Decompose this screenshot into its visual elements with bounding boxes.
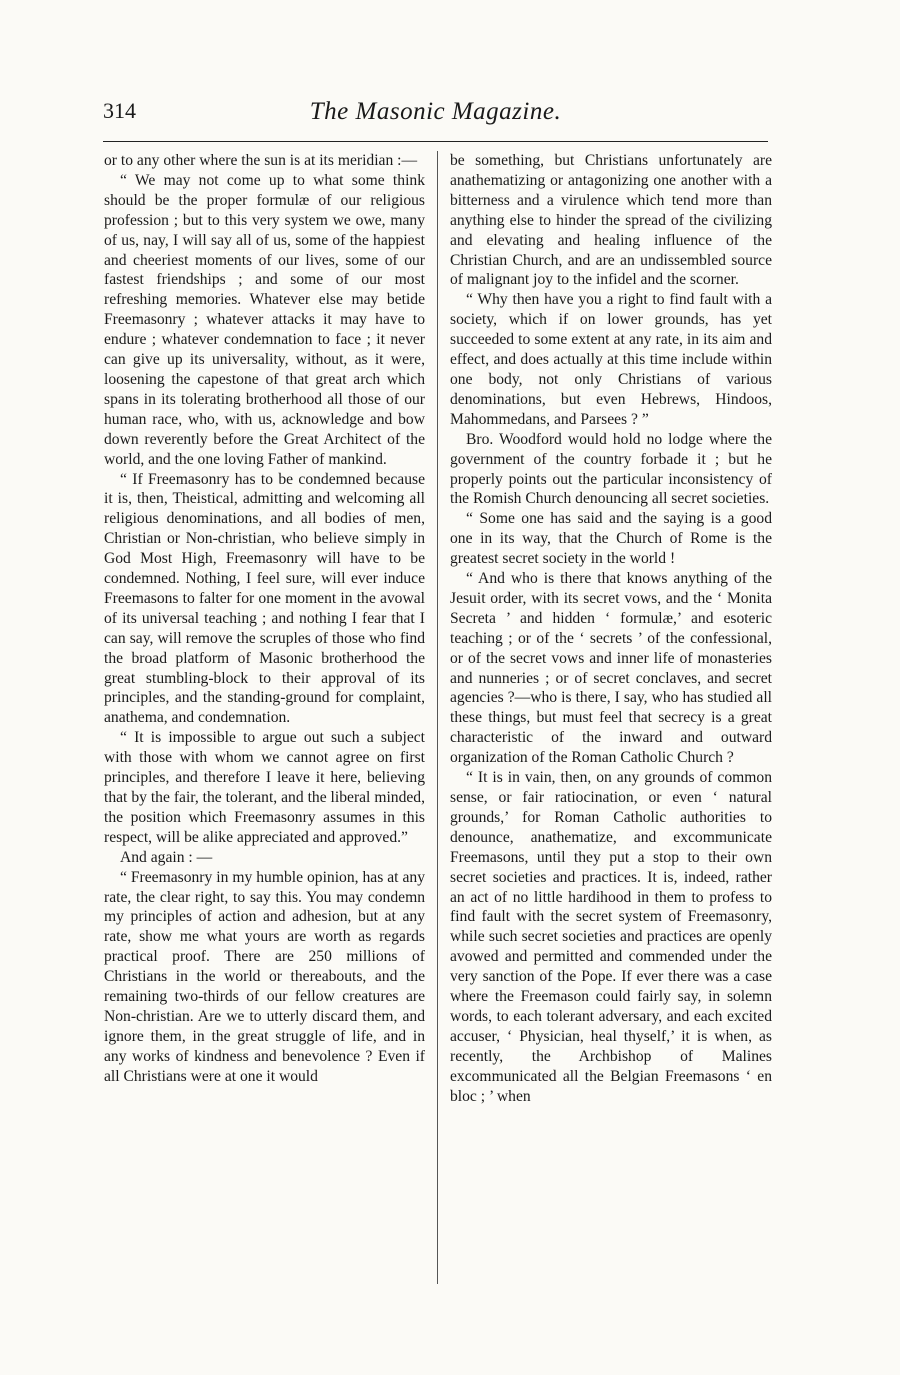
paragraph: “ It is impossible to argue out such a subject with those with whom we cannot agree on first principles, and therefore I leave it here, believing that by the fair, the tolerant, and the liberal minded, the position which Freemasonry assumes in this respect, will be alike appreciated and approved.”: [104, 729, 425, 846]
paragraph: “ And who is there that knows anything of the Jesuit order, with its secret vows, and the ‘ Monita Secreta ’ and hidden ‘ formulæ,’ and esoteric teaching ; or of the ‘ secrets ’ of the confessional, or of the secret vows and inner life of monasteries and nunneries ; or of secret conclaves, and secret agencies ?—who is there, I say, who has studied all these things, but must feel that secrecy is a great characteristic of the inward and outward organization of the Roman Catholic Church ?: [450, 570, 772, 767]
running-title: The Masonic Magazine.: [309, 98, 562, 125]
paragraph: Bro. Woodford would hold no lodge where the government of the country forbade it ; but he properly points out the particular inconsistency of the Romish Church denouncing all secret societies.: [450, 430, 772, 508]
header-rule: [103, 141, 768, 142]
paragraph: “ Some one has said and the saying is a good one in its way, that the Church of Rome is the greatest secret society in the world !: [450, 510, 772, 568]
paragraph: And again : —: [120, 848, 213, 866]
paragraph: “ It is in vain, then, on any grounds of common sense, or fair ratiocination, or even ‘ natural grounds,’ for Roman Catholic authorities to denounce, anathematize, and excommunicate Freemasons, until they put a stop to their own secret societies and practices. It is, indeed, rather an act of no little hardihood in them to profess to find fault with the secret system of Freemasonry, while such secret societies and practices are openly avowed and permitted and commended under the very sanction of the Pope. If ever there was a case where the Freemason could fairly say, in solemn words, to each tolerant adversary, and each excited accuser, ‘ Physician, heal thyself,’ it is when, as recently, the Archbishop of Malines excommunicated all the Belgian Freemasons ‘ en bloc ; ’ when: [450, 769, 772, 1105]
right-column: [450, 151, 772, 1107]
column-divider: [437, 151, 438, 1284]
paragraph: “ Why then have you a right to find fault with a society, which if on lower grounds, has yet succeeded to some extent at any rate, in its aim and effect, and does actually at this time include within one body, not only Christians of various denominations, but even Hebrews, Hindoos, Mahommedans, and Parsees ? ”: [450, 291, 772, 428]
left-column: [104, 151, 425, 1087]
paragraph: “ We may not come up to what some think should be the proper formulæ of our religious profession ; but to this very system we owe, many of us, nay, I will say all of us, some of the happiest and cheeriest moments of our lives, some of our fastest friendships ; and some of our most refreshing memories. Whatever else may betide Freemasonry ; whatever attacks it may have to endure ; whatever condemnation to face ; it never can give up its universality, without, as it were, loosening the capestone of that great arch which spans in its tolerating brotherhood all those of our human race, who, with us, acknowledge and bow down reverently before the Great Architect of the world, and the one loving Father of mankind.: [104, 171, 425, 468]
paragraph: or to any other where the sun is at its meridian :—: [104, 152, 418, 169]
paragraph: “ If Freemasonry has to be condemned because it is, then, Theistical, admitting and welcoming all religious denominations, and all bodies of men, Christian or Non-christian, who believe simply in God Most High, Freemasonry will have to be condemned. Nothing, I feel sure, will ever induce Freemasons to falter for one moment in the avowal of its universal teaching ; and nothing I fear that I can say, will remove the scruples of those who find the broad platform of Masonic brotherhood the great stumbling-block to their approval of its principles, and the standing-ground for complaint, anathema, and condemnation.: [104, 470, 425, 727]
page-header: [103, 98, 768, 138]
paragraph: be something, but Christians unfortunately are anathematizing or antagonizing one another with a bitterness and a virulence which tend more than anything else to hinder the spread of the civilizing and elevating and healing influence of the Christian Church, and are an undissembled source of malignant joy to the infidel and the scorner.: [450, 152, 772, 289]
paragraph: “ Freemasonry in my humble opinion, has at any rate, the clear right, to say this. You may condemn my principles of action and adhesion, but at any rate, show me what yours are worth as regards practical proof. There are 250 millions of Christians in the world or thereabouts, and the remaining two-thirds of our fellow creatures are Non-christian. Are we to utterly discard them, and ignore them, in the great struggle of life, and in any works of kindness and benevolence ? Even if all Christians were at one it would: [104, 868, 425, 1085]
page-number: 314: [103, 98, 136, 123]
